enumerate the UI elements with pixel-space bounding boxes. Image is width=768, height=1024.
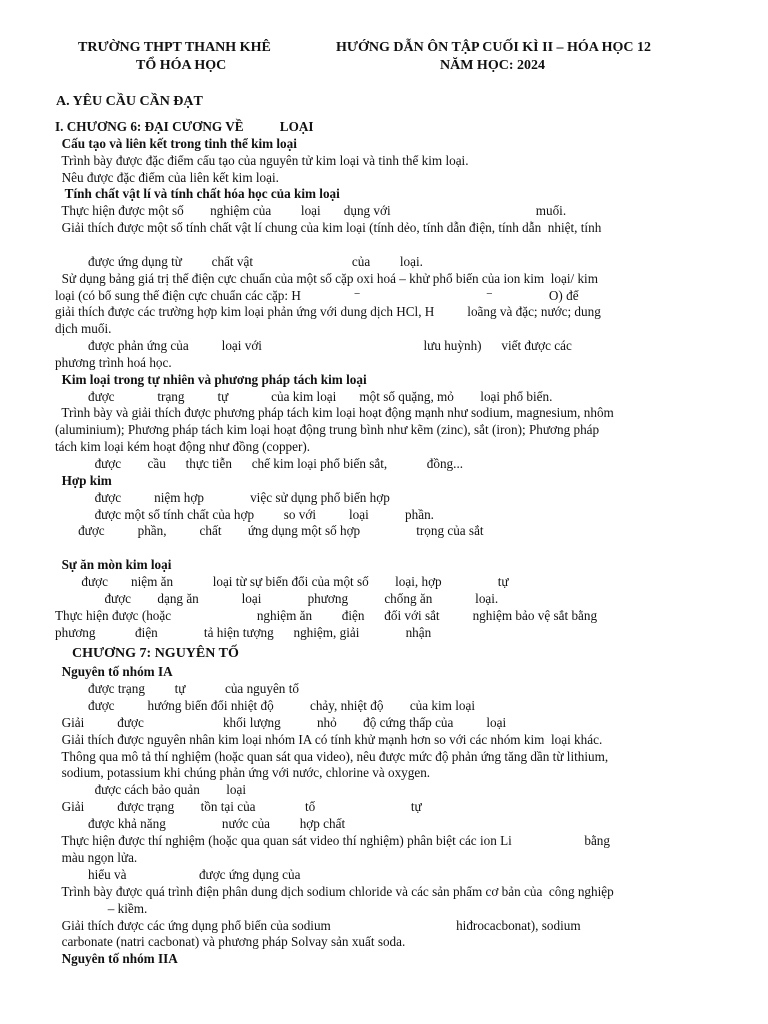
text-line: Giải được khối lượng nhỏ độ cứng thấp của loại — [55, 714, 507, 730]
text-line: Thông qua mô tả thí nghiệm (hoặc quan sát qua video), nêu được mức độ phản ứng tăng dần từ lithium, — [55, 748, 609, 764]
text-line: được trạng tự của nguyên tố — [55, 680, 299, 696]
text-line: được dạng ăn loại phương chống ăn loại. — [55, 590, 499, 606]
subheading-line: Kim loại trong tự nhiên và phương pháp tách kim loại — [55, 371, 367, 387]
text-line: Sử dụng bảng giá trị thế điện cực chuẩn của một số cặp oxi hoá – khử phổ biến của ion kim loại/ kim — [55, 270, 598, 286]
text-line: được cầu thực tiễn chế kim loại phổ biến sắt, đồng... — [55, 456, 464, 471]
text-line: (aluminium); Phương pháp tách kim loại hoạt động trung bình như kẽm (zinc), sắt (iron); Phương pháp — [55, 422, 600, 438]
text-line: Nêu được đặc điểm của liên kết kim loại. — [55, 169, 279, 185]
text-line: phương điện tả hiện tượng nghiệm, giải nhận — [55, 624, 432, 640]
text-line: Thực hiện được thí nghiệm (hoặc qua quan sát video thí nghiệm) phân biệt các ion Li bằng — [55, 833, 610, 848]
text-line: dịch muối. — [55, 321, 112, 337]
text-line: carbonate (natri cacbonat) và phương pháp Solvay sản xuất soda. — [55, 934, 406, 950]
text-line: Trình bày được quá trình điện phân dung dịch sodium chloride và các sản phẩm cơ bản của công nghiệp — [55, 883, 614, 899]
text-line: Giải thích được một số tính chất vật lí chung của kim loại (tính dẻo, tính dẫn điện, tính dẫn nhiệt, tính — [55, 220, 602, 236]
text-line: được cách bảo quản loại — [55, 782, 246, 798]
department-name: TỔ HÓA HỌC — [136, 58, 227, 73]
text-line: được phần, chất ứng dụng một số hợp trọng của sắt — [55, 523, 484, 539]
text-line: loại (có bổ sung thế điện cực chuẩn các cặp: H ⁻ ⁻ O) để — [55, 287, 579, 303]
document-title: HƯỚNG DẪN ÔN TẬP CUỐI KÌ II – HÓA HỌC 12 — [336, 40, 652, 55]
text-line: màu ngọn lửa. — [55, 849, 138, 865]
text-line: được hướng biến đổi nhiệt độ chảy, nhiệt độ của kim loại — [55, 697, 476, 713]
school-year: NĂM HỌC: 2024 — [440, 58, 545, 73]
chapter7-heading: CHƯƠNG 7: NGUYÊN TỐ — [72, 646, 239, 661]
text-line: sodium, potassium khi chúng phản ứng với nước, chlorine và oxygen. — [55, 765, 431, 781]
text-line: Trình bày được đặc điểm cấu tạo của nguyên tử kim loại và tinh thể kim loại. — [55, 152, 469, 168]
text-line: được niệm hợp việc sử dụng phổ biến hợp — [55, 489, 390, 505]
subheading-line: Nguyên tố nhóm IA — [55, 664, 173, 679]
text-line: được ứng dụng từ chất vật của loại. — [55, 253, 423, 269]
section-a-heading: A. YÊU CẦU CẦN ĐẠT — [56, 94, 203, 109]
text-line: Thực hiện được (hoặc nghiệm ăn điện đối với sắt nghiệm bảo vệ sắt bằng — [55, 607, 598, 623]
text-line: Thực hiện được một số nghiệm của loại dụng với muối. — [55, 203, 567, 219]
text-line: Giải thích được các ứng dụng phổ biến của sodium hiđrocacbonat), sodium — [55, 917, 581, 933]
text-line: – kiềm. — [55, 900, 148, 916]
text-line: Trình bày và giải thích được phương pháp tách kim loại hoạt động mạnh như sodium, magnesium, nhôm — [55, 405, 614, 421]
text-line: Giải được trạng tồn tại của tố tự — [55, 799, 422, 815]
text-line: được phản ứng của loại với lưu huỳnh) viết được các — [55, 338, 572, 354]
text-line: được khả năng nước của hợp chất — [55, 816, 346, 832]
school-name: TRƯỜNG THPT THANH KHÊ — [78, 40, 271, 55]
subheading-line: Cấu tạo và liên kết trong tinh thể kim loại — [55, 135, 297, 151]
text-line: được niệm ăn loại từ sự biến đổi của một số loại, hợp tự — [55, 573, 509, 589]
text-line: tách kim loại kém hoạt động như đồng (copper). — [55, 439, 311, 455]
subheading-line: Sự ăn mòn kim loại — [55, 557, 172, 573]
subheading-line: Tính chất vật lí và tính chất hóa học của kim loại — [55, 186, 340, 202]
subheading-line: Hợp kim — [55, 472, 112, 488]
subheading-line: Nguyên tố nhóm IIA — [55, 951, 178, 967]
text-line: giải thích được các trường hợp kim loại phản ứng với dung dịch HCl, H loãng và đặc; nước; dung — [55, 304, 601, 320]
text-line: Giải thích được nguyên nhân kim loại nhóm IA có tính khử mạnh hơn so với các nhóm kim loại khác. — [55, 731, 603, 747]
text-line: được một số tính chất của hợp so với loại phần. — [55, 506, 434, 522]
text-line: được trạng tự của kim loại một số quặng, mỏ loại phổ biến. — [55, 388, 553, 404]
text-line: phương trình hoá học. — [55, 354, 172, 370]
text-line: hiểu và được ứng dụng của — [55, 866, 301, 882]
subheading-line: I. CHƯƠNG 6: ĐẠI CƯƠNG VỀ LOẠI — [55, 119, 314, 134]
